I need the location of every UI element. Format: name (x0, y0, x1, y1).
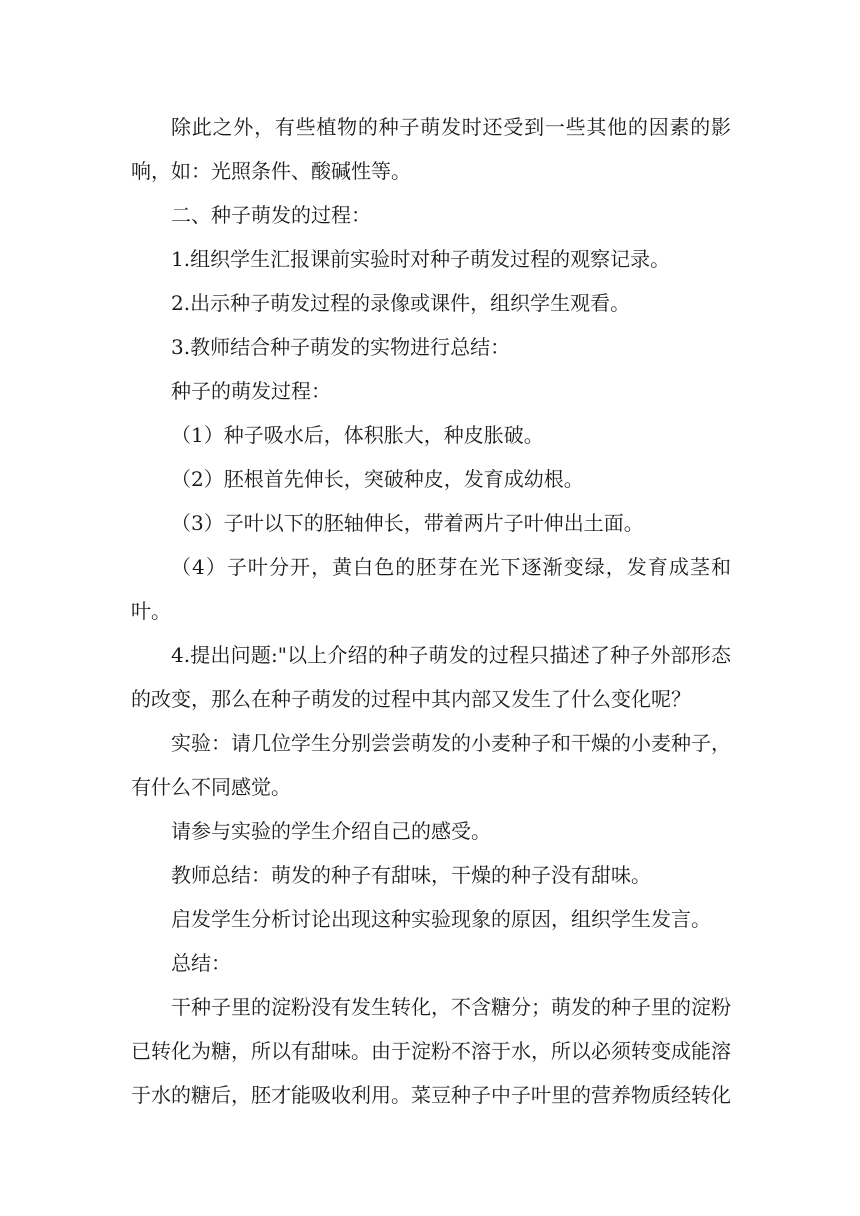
paragraph-step-3: 3.教师结合种子萌发的实物进行总结： (171, 335, 511, 359)
paragraph-step-4-question: 4.提出问题:"以上介绍的种子萌发的过程只描述了种子外部形态的改变，那么在种子萌发的过程中其内部又发生了什么变化呢？ (131, 643, 731, 711)
paragraph-other-factors: 除此之外，有些植物的种子萌发时还受到一些其他的因素的影响，如：光照条件、酸碱性等。 (131, 115, 731, 183)
paragraph-step-1: 1.组织学生汇报课前实验时对种子萌发过程的观察记录。 (171, 247, 671, 271)
list-item-stage-2: （2）胚根首先伸长，突破种皮，发育成幼根。 (171, 467, 584, 491)
paragraph-experiment: 实验：请几位学生分别尝尝萌发的小麦种子和干燥的小麦种子，有什么不同感觉。 (131, 731, 731, 799)
list-item-stage-4: （4）子叶分开，黄白色的胚芽在光下逐渐变绿，发育成茎和叶。 (131, 555, 731, 623)
paragraph-summary-text: 干种子里的淀粉没有发生转化，不含糖分；萌发的种子里的淀粉已转化为糖，所以有甜味。由于淀粉不溶于水，所以必须转变成能溶于水的糖后，胚才能吸收利用。菜豆种子中子叶里的营养物质经转化 (131, 995, 731, 1107)
paragraph-step-2: 2.出示种子萌发过程的录像或课件，组织学生观看。 (171, 291, 631, 315)
section-heading-germination-process: 二、种子萌发的过程： (171, 203, 371, 227)
list-item-stage-1: （1）种子吸水后，体积胀大，种皮胀破。 (171, 423, 544, 447)
paragraph-summary-label: 总结： (171, 951, 231, 975)
list-item-stage-3: （3）子叶以下的胚轴伸长，带着两片子叶伸出土面。 (171, 511, 644, 535)
paragraph-student-feedback: 请参与实验的学生介绍自己的感受。 (171, 819, 491, 843)
paragraph-discussion: 启发学生分析讨论出现这种实验现象的原因，组织学生发言。 (171, 907, 711, 931)
paragraph-process-title: 种子的萌发过程： (171, 379, 331, 403)
paragraph-teacher-summary: 教师总结：萌发的种子有甜味，干燥的种子没有甜味。 (171, 863, 651, 887)
document-body (131, 105, 731, 1117)
